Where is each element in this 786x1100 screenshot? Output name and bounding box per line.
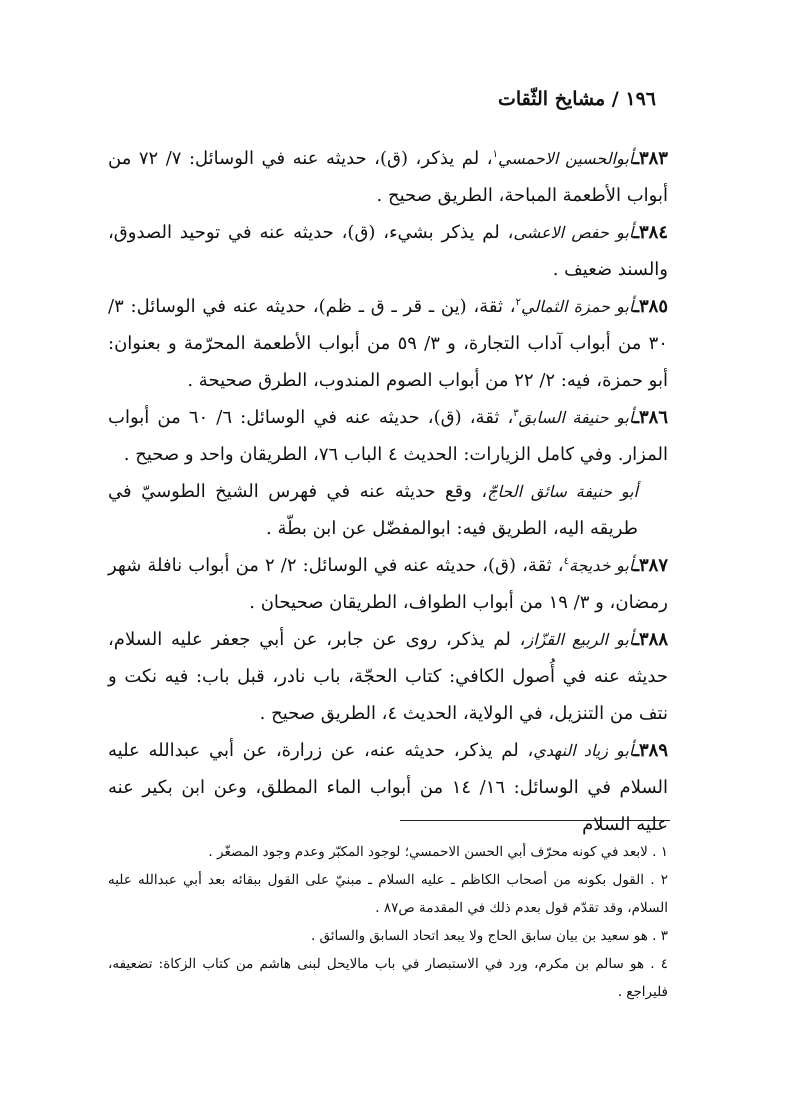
header-separator: / — [611, 88, 619, 110]
entry-text: ، لم يذكر، حديثه عنه، عن زرارة، عن أبي عبدالله عليه السلام في الوسائل: ١٦/ ١٤ من أبواب الماء المطلق، وعن ابن بكير عنه عليه السلام — [108, 740, 668, 835]
entry-385 — [108, 288, 668, 399]
narrator-name: أبو حفص الاعشى — [513, 223, 634, 242]
entry-number: ٣٨٨ـ — [633, 629, 669, 650]
footnote-ref[interactable]: ٢ — [515, 297, 521, 308]
entry-extra-text: ، وقع حديثه عنه في فهرس الشيخ الطوسيّ في طريقه اليه، الطريق فيه: ابوالمفضّل عن ابن بطّة . — [108, 481, 638, 539]
entry-number: ٣٨٣ـ — [633, 148, 668, 169]
entry-389 — [108, 732, 668, 843]
entry-386 — [108, 399, 668, 547]
entry-384 — [108, 214, 668, 288]
narrator-name: أبو حمزة الثمالي — [520, 297, 634, 316]
entry-text: ، لم يذكر بشيء، (ق)، حديثه عنه في توحيد الصدوق، والسند ضعيف . — [108, 222, 668, 280]
entry-text: ، ثقة، (ق)، حديثه عنه في الوسائل: ٢/ ٢ من أبواب نافلة شهر رمضان، و ٣/ ١٩ من أبواب الطواف، الطريقان صحيحان . — [108, 555, 668, 613]
narrator-name: أبو زياد النهدي — [533, 741, 634, 760]
page-number: ١٩٦ — [625, 88, 656, 110]
entry-text: ، لم يذكر، (ق)، حديثه عنه في الوسائل: ٧/ ٧٢ من أبواب الأطعمة المباحة، الطريق صحيح . — [108, 148, 668, 206]
book-title: مشايخ الثّقات — [498, 88, 606, 110]
footnote-ref[interactable]: ١ — [492, 149, 498, 160]
footnote-2: ٢ . القول بكونه من أصحاب الكاظم ـ عليه السلام ـ مبنيّ على القول ببقائه بعد أبي عبدالله عليه السلام، وقد تقدّم قول بعدم ذلك في المقدمة ص٨٧ . — [108, 872, 668, 916]
entry-number: ٣٨٩ـ — [633, 740, 668, 761]
narrator-alias: أبو حنيفة سائق الحاجّ — [487, 482, 638, 501]
entry-383 — [108, 140, 668, 214]
footnote-ref[interactable]: ٤ — [563, 556, 569, 567]
footnote-3: ٣ . هو سعيد بن بيان سابق الحاج ولا يبعد اتحاد السابق والسائق . — [310, 928, 668, 944]
entry-387 — [108, 547, 668, 621]
footnotes-list — [108, 838, 668, 1006]
narrator-name: أبو خديجة — [568, 556, 634, 575]
footnote-ref[interactable]: ٣ — [513, 408, 519, 419]
narrator-name: أبو حنيفة السابق — [518, 408, 634, 427]
entry-388 — [108, 621, 668, 732]
entry-number: ٣٨٤ـ — [633, 222, 669, 243]
page-header — [498, 88, 656, 110]
footnote-4: ٤ . هو سالم بن مكرم، ورد في الاستبصار في باب مالايحل لبنى هاشم من كتاب الزكاة: تضعيفه، فليراجع . — [108, 956, 668, 1000]
entries-list — [108, 140, 668, 843]
footnote-divider — [400, 820, 670, 821]
entry-continuation — [108, 473, 668, 547]
footnote-1: ١ . لابعد في كونه محرّف أبي الحسن الاحمسي؛ لوجود المكبّر وعدم وجود المصغّر . — [208, 844, 668, 860]
entry-number: ٣٨٥ـ — [633, 296, 668, 317]
entry-number: ٣٨٦ـ — [633, 407, 668, 428]
narrator-name: أبو الربيع القزّاز — [525, 630, 634, 649]
narrator-name: أبوالحسين الاحمسي — [497, 149, 634, 168]
entry-text: ، لم يذكر، روى عن جابر، عن أبي جعفر عليه السلام، حديثه عنه في أُصول الكافي: كتاب الحجّة، باب نادر، قبل باب: فيه نكت و نتف من التنزيل، في الولاية، الحديث ٤، الطريق صحيح . — [108, 629, 668, 724]
entry-number: ٣٨٧ـ — [633, 555, 668, 576]
entry-text: ، ثقة، (ق)، حديثه عنه في الوسائل: ٦/ ٦٠ من أبواب المزار. وفي كامل الزيارات: الحديث ٤ الباب ٧٦، الطريقان واحد و صحيح . — [108, 407, 668, 465]
entry-text: ، ثقة، (ين ـ قر ـ ق ـ ظم)، حديثه عنه في الوسائل: ٣/ ٣٠ من أبواب آداب التجارة، و ٣/ ٥٩ من أبواب الأطعمة المحرّمة و بعنوان: أبو حمزة، فيه: ٢/ ٢٢ من أبواب الصوم المندوب، الطرق صحيحة . — [108, 296, 668, 391]
